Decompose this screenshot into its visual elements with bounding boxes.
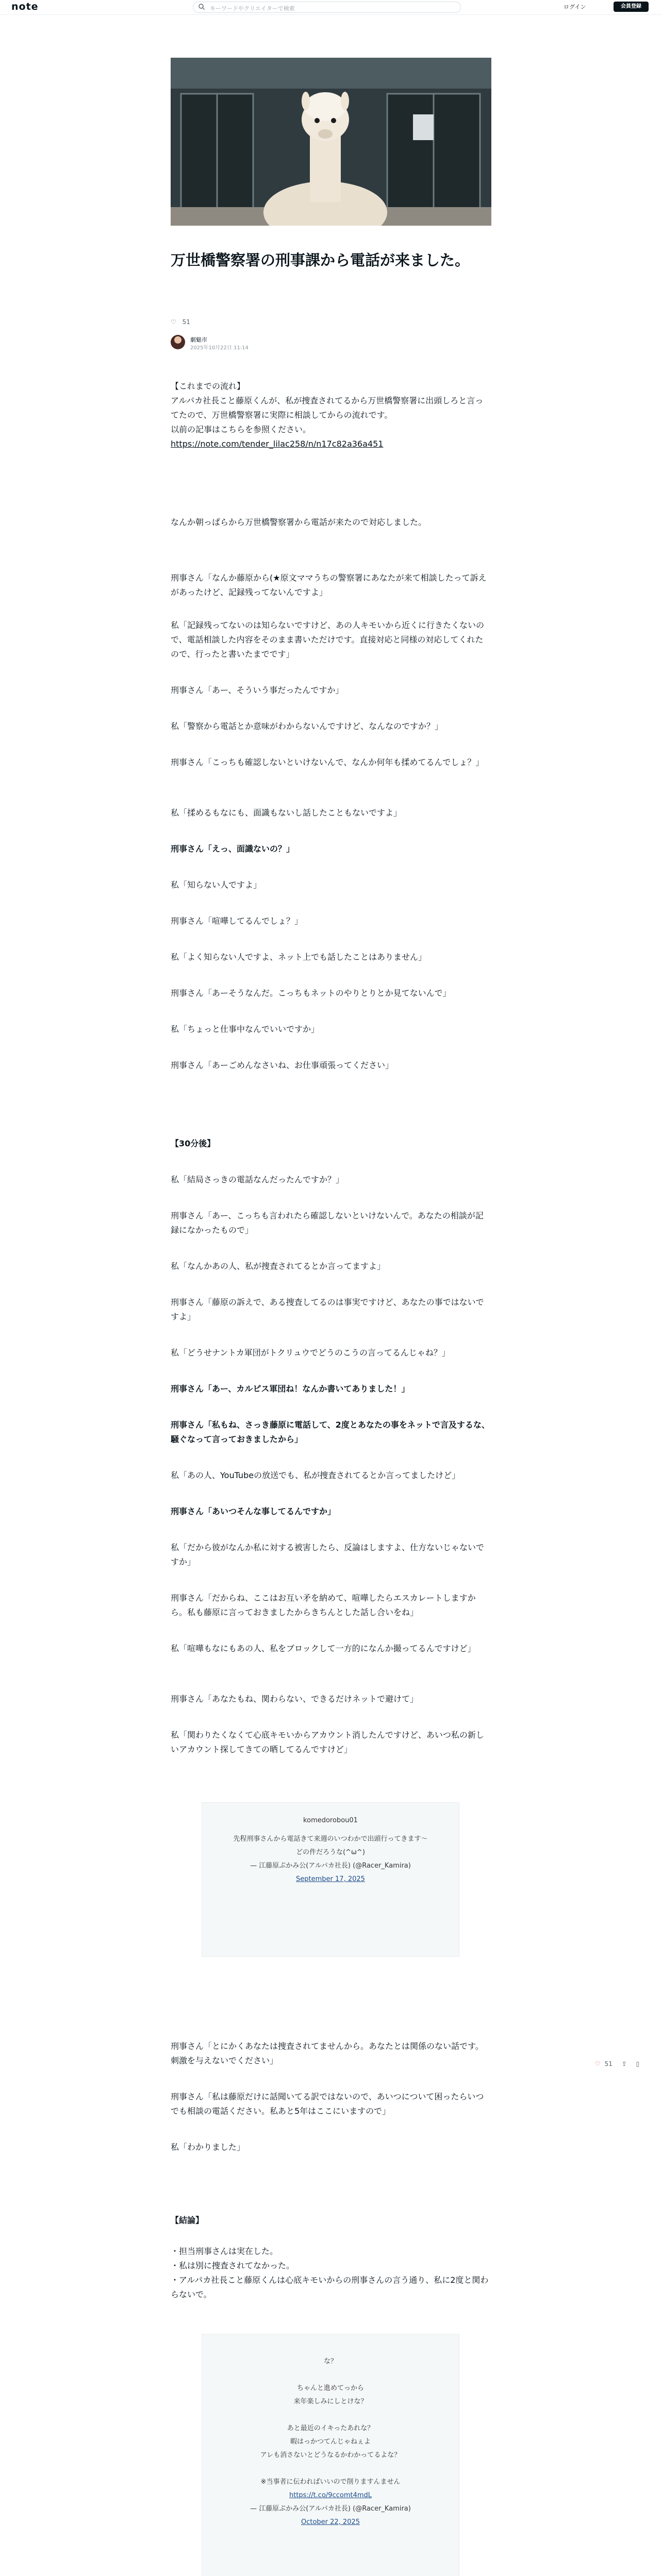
login-link[interactable]: ログイン — [564, 4, 586, 10]
section-heading: 【30分後】 — [171, 1139, 216, 1148]
site-header — [0, 0, 662, 15]
paragraph: 刑事さん「なんか藤原から(★原文ママうちの警察署にあなたが来て相談したって訴えがあったけど、記録残ってないんですよ」 — [171, 573, 487, 597]
paragraph: 刑事さん「あなたもね、関わらない、できるだけネットで避けて」 — [171, 1694, 419, 1704]
search-icon — [198, 4, 205, 10]
list-item: ・アルパカ社長こと藤原くんは心底キモいからの刑事さんの言う通り、私に2度と関わらないで。 — [171, 2275, 489, 2299]
search-input[interactable] — [193, 2, 461, 13]
paragraph: 刑事さん「だからね、ここはお互い矛を納めて、喧嘩したらエスカレートしますから。私も藤原に言っておきましたからきちんとした話し合いをね」 — [171, 1593, 476, 1617]
embed-text: ※当事者に伝わればいいので削りますんません — [260, 2478, 401, 2486]
embed-link[interactable]: https://t.co/9ccomt4mdL — [289, 2492, 372, 2499]
embedded-post[interactable] — [202, 2334, 459, 2576]
like-count: 51 — [182, 318, 190, 326]
paragraph: 私「記録残ってないのは知らないですけど、あの人キモいから近くに行きたくないので、電話相談した内容をそのまま書いただけです。直接対応と同様の対応してくれたので、行ったと書いたまでです」 — [171, 620, 485, 659]
paragraph: 刑事さん「えっ、面識ないの？」 — [171, 844, 295, 854]
paragraph: 刑事さん「あーそうなんだ。こっちもネットのやりとりとか見てないんで」 — [171, 988, 451, 998]
floating-actions — [595, 2060, 657, 2073]
paragraph: 私「だから彼がなんか私に対する被害したら、反論はしますよ、仕方ないじゃないですか」 — [171, 1543, 485, 1567]
embed-text: あと最近のイキったあれな？ — [287, 2425, 374, 2432]
heart-icon[interactable]: ♡ — [171, 318, 176, 326]
paragraph: 刑事さん「こっちも確認しないといけないんで、なんか何年も揉めてるんでしょ？」 — [171, 757, 484, 767]
embed-text: 来年楽しみにしとけな？ — [293, 2398, 368, 2405]
intro-text-2: 以前の記事はこちらを参照ください。 — [171, 425, 311, 434]
paragraph: 私「警察から電話とか意味がわからないんですけど、なんなのですか？」 — [171, 721, 443, 731]
hero-image — [171, 58, 491, 226]
list-item: ・担当刑事さんは実在した。 — [171, 2246, 278, 2256]
share-icon[interactable]: ⇪ — [621, 2060, 627, 2067]
embed-attribution: — 江藤原ぷかみ公(アルパカ社長) (@Racer_Kamira) — [250, 1862, 411, 1870]
paragraph: 私「よく知らない人ですよ、ネット上でも話したことはありません」 — [171, 952, 427, 962]
embed-text: な？ — [323, 2358, 337, 2365]
bookmark-icon[interactable]: ▯ — [636, 2060, 640, 2067]
avatar[interactable] — [171, 335, 185, 349]
paragraph: 刑事さん「私は藤原だけに話聞いてる訳ではないので、あいつについて困ったらいつでも相談の電話ください。私あと5年はここにいますので」 — [171, 2092, 484, 2116]
paragraph: 刑事さん「あー、こっちも言われたら確認しないといけないんで。あなたの相談が記録になかったもので」 — [171, 1211, 484, 1235]
paragraph: 刑事さん「喧嘩してるんでしょ？」 — [171, 916, 303, 926]
author-name[interactable]: 劇魅市 — [190, 336, 207, 343]
paragraph: 刑事さん「とにかくあなたは捜査されてませんから。あなたとは関係のない話です。刺激を与えないでください」 — [171, 2041, 484, 2065]
list-item: ・私は別に捜査されてなかった。 — [171, 2261, 295, 2270]
intro-text: アルパカ社長こと藤原くんが、私が捜査されてるから万世橋警察署に出頭しろと言ってたので、万世橋警察署に実際に相談してからの流れです。 — [171, 396, 484, 420]
paragraph: 私「わかりました」 — [171, 2142, 245, 2152]
embed-text: 先程刑事さんから電話きて来週のいつわかで出頭行ってきます〜 — [233, 1835, 428, 1843]
paragraph: 私「喧嘩もなにもあの人、私をブロックして一方的になんか撮ってるんですけど」 — [171, 1643, 476, 1653]
paragraph: 私「あの人、YouTubeの放送でも、私が捜査されてるとか言ってましたけど」 — [171, 1470, 460, 1480]
embed-date-link[interactable]: September 17, 2025 — [296, 1875, 365, 1883]
embed-attribution: — 江藤原ぷかみ公(アルパカ社長) (@Racer_Kamira) — [250, 2505, 411, 2513]
paragraph: 刑事さん「あいつそんな事してるんですか」 — [171, 1506, 336, 1516]
paragraph: 私「揉めるもなにも、面識もないし話したこともないですよ」 — [171, 808, 402, 818]
paragraph: 刑事さん「藤原の訴えで、ある捜査してるのは事実ですけど、あなたの事ではないですよ」 — [171, 1297, 484, 1321]
paragraph: 私「ちょっと仕事中なんでいいですか」 — [171, 1024, 320, 1034]
paragraph: 私「結局さっきの電話なんだったんですか？」 — [171, 1175, 344, 1184]
paragraph: 刑事さん「あーごめんなさいね、お仕事頑張ってください」 — [171, 1060, 394, 1070]
paragraph: 刑事さん「あー、そういう事だったんですか」 — [171, 685, 344, 695]
paragraph: 刑事さん「私もね、さっき藤原に電話して、2度とあなたの事をネットで言及するな、騒ぐなって言っておきましたから」 — [171, 1420, 490, 1444]
signup-button[interactable]: 会員登録 — [614, 2, 649, 12]
embed-text: ちゃんと進めてっから — [296, 2384, 364, 2392]
intro-heading: 【これまでの流れ】 — [171, 381, 245, 391]
embed-text: どの件だろうな(^ω^) — [296, 1849, 365, 1856]
embed-date-link[interactable]: October 22, 2025 — [301, 2518, 360, 2526]
embed-text: アレも消さないとどうなるかわかってるよな？ — [260, 2451, 401, 2459]
paragraph: 刑事さん「あー、カルピス軍団ね！なんか書いてありました！」 — [171, 1384, 410, 1394]
alpaca-photo — [171, 58, 491, 226]
search-placeholder: キーワードやクリエイターで検索 — [210, 5, 295, 12]
embed-user: komedorobou01 — [303, 1817, 358, 1824]
paragraph: なんか朝っぱらから万世橋警察署から電話が来たので対応しました。 — [171, 517, 427, 527]
like-count: 51 — [604, 2060, 613, 2067]
paragraph: 私「なんかあの人、私が捜査されてるとか言ってますよ」 — [171, 1261, 386, 1271]
embedded-post[interactable] — [202, 1802, 459, 1957]
note-logo[interactable]: note — [11, 1, 39, 12]
embed-text: 暇はっかつてんじゃねぇよ — [290, 2438, 371, 2446]
paragraph: 私「どうせナントカ軍団がトクリュウでどうのこうの言ってるんじゃね？」 — [171, 1348, 450, 1358]
like-counter[interactable] — [171, 318, 190, 326]
article-header — [171, 249, 491, 351]
paragraph: 私「知らない人ですよ」 — [171, 880, 262, 890]
previous-article-link[interactable]: https://note.com/tender_lilac258/n/n17c82a36a451 — [171, 439, 384, 449]
paragraph: 私「関わりたくなくて心底キモいからアカウント消したんですけど、あいつ私の新しいアカウント探してきての晒してるんですけど」 — [171, 1730, 484, 1754]
section-heading: 【結論】 — [171, 2215, 204, 2225]
article-title: 万世橋警察署の刑事課から電話が来ました。 — [171, 251, 470, 269]
post-date: 2025年10月22日 11:14 — [190, 345, 249, 351]
heart-icon[interactable]: ♡ — [595, 2060, 601, 2067]
